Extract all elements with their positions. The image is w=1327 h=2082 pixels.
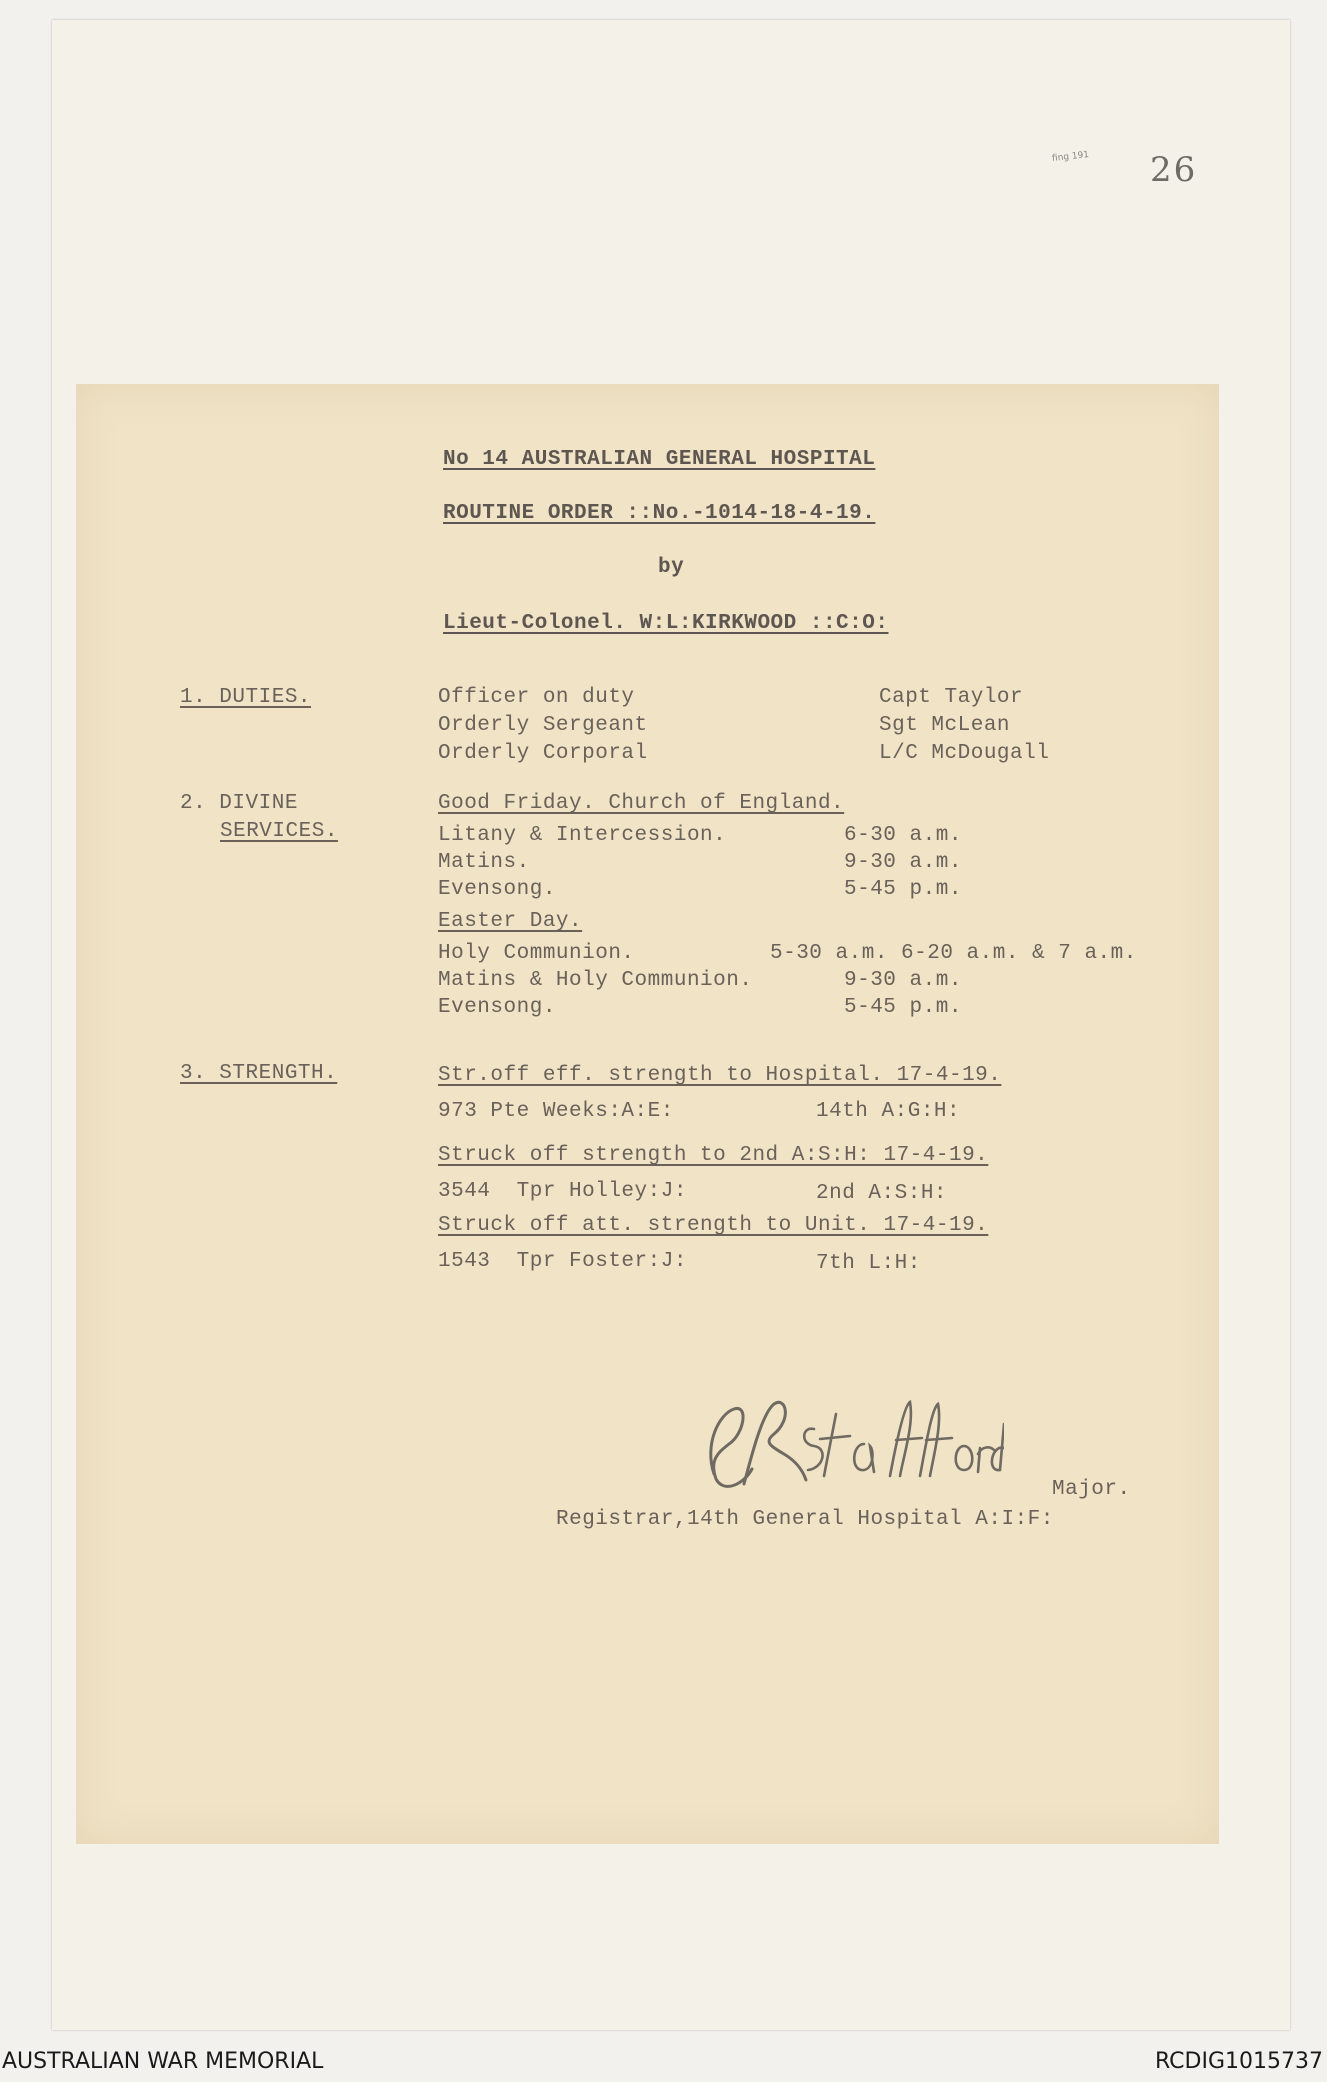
easter-title: Easter Day.	[438, 910, 583, 933]
handwritten-signature	[674, 1384, 1004, 1504]
footer-institution: AUSTRALIAN WAR MEMORIAL	[2, 2049, 324, 2074]
folio-number: 26	[1150, 150, 1198, 190]
strength-entry-title: Struck off strength to 2nd A:S:H: 17-4-19.	[438, 1144, 989, 1167]
strength-unit: 7th L:H:	[816, 1252, 921, 1275]
duty-name: Capt Taylor	[879, 686, 1024, 709]
strength-entry-title: Struck off att. strength to Unit. 17-4-19.	[438, 1214, 989, 1237]
duties-heading: 1. DUTIES.	[180, 686, 312, 709]
strength-person: 1543 Tpr Foster:J:	[438, 1250, 687, 1273]
footer-catalogue-id: RCDIG1015737	[1154, 2049, 1323, 2074]
service-name: Litany & Intercession.	[438, 824, 727, 847]
strength-unit: 2nd A:S:H:	[816, 1182, 948, 1205]
routine-order-sheet	[76, 384, 1219, 1844]
commander: Lieut-Colonel. W:L:KIRKWOOD ::C:O:	[443, 612, 889, 635]
service-time: 5-30 a.m. 6-20 a.m. & 7 a.m.	[770, 942, 1137, 965]
service-time: 5-45 p.m.	[844, 878, 962, 901]
divine-heading: 2. DIVINE	[180, 792, 298, 815]
strength-entry-title: Str.off eff. strength to Hospital. 17-4-19.	[438, 1064, 1002, 1087]
service-name: Evensong.	[438, 996, 556, 1019]
duty-role: Orderly Sergeant	[438, 714, 648, 737]
divine-heading-cont: SERVICES.	[220, 820, 338, 843]
order-number: ROUTINE ORDER ::No.-1014-18-4-19.	[443, 502, 876, 525]
service-time: 9-30 a.m.	[844, 851, 962, 874]
service-name: Matins.	[438, 851, 530, 874]
signatory-rank: Major.	[1052, 1478, 1131, 1501]
strength-heading: 3. STRENGTH.	[180, 1062, 338, 1085]
signatory-title: Registrar,14th General Hospital A:I:F:	[556, 1508, 1054, 1531]
by-line: by	[658, 556, 685, 579]
service-name: Holy Communion.	[438, 942, 635, 965]
service-name: Matins & Holy Communion.	[438, 969, 753, 992]
service-time: 5-45 p.m.	[844, 996, 962, 1019]
duty-role: Officer on duty	[438, 686, 635, 709]
duty-name: L/C McDougall	[879, 742, 1050, 765]
service-name: Evensong.	[438, 878, 556, 901]
strength-person: 973 Pte Weeks:A:E:	[438, 1100, 674, 1123]
folio-note: fing 191	[1051, 150, 1090, 164]
strength-unit: 14th A:G:H:	[816, 1100, 961, 1123]
service-time: 9-30 a.m.	[844, 969, 962, 992]
service-time: 6-30 a.m.	[844, 824, 962, 847]
strength-person: 3544 Tpr Holley:J:	[438, 1180, 687, 1203]
good-friday-title: Good Friday. Church of England.	[438, 792, 845, 815]
duty-role: Orderly Corporal	[438, 742, 648, 765]
hospital-title: No 14 AUSTRALIAN GENERAL HOSPITAL	[443, 448, 876, 471]
duty-name: Sgt McLean	[879, 714, 1011, 737]
